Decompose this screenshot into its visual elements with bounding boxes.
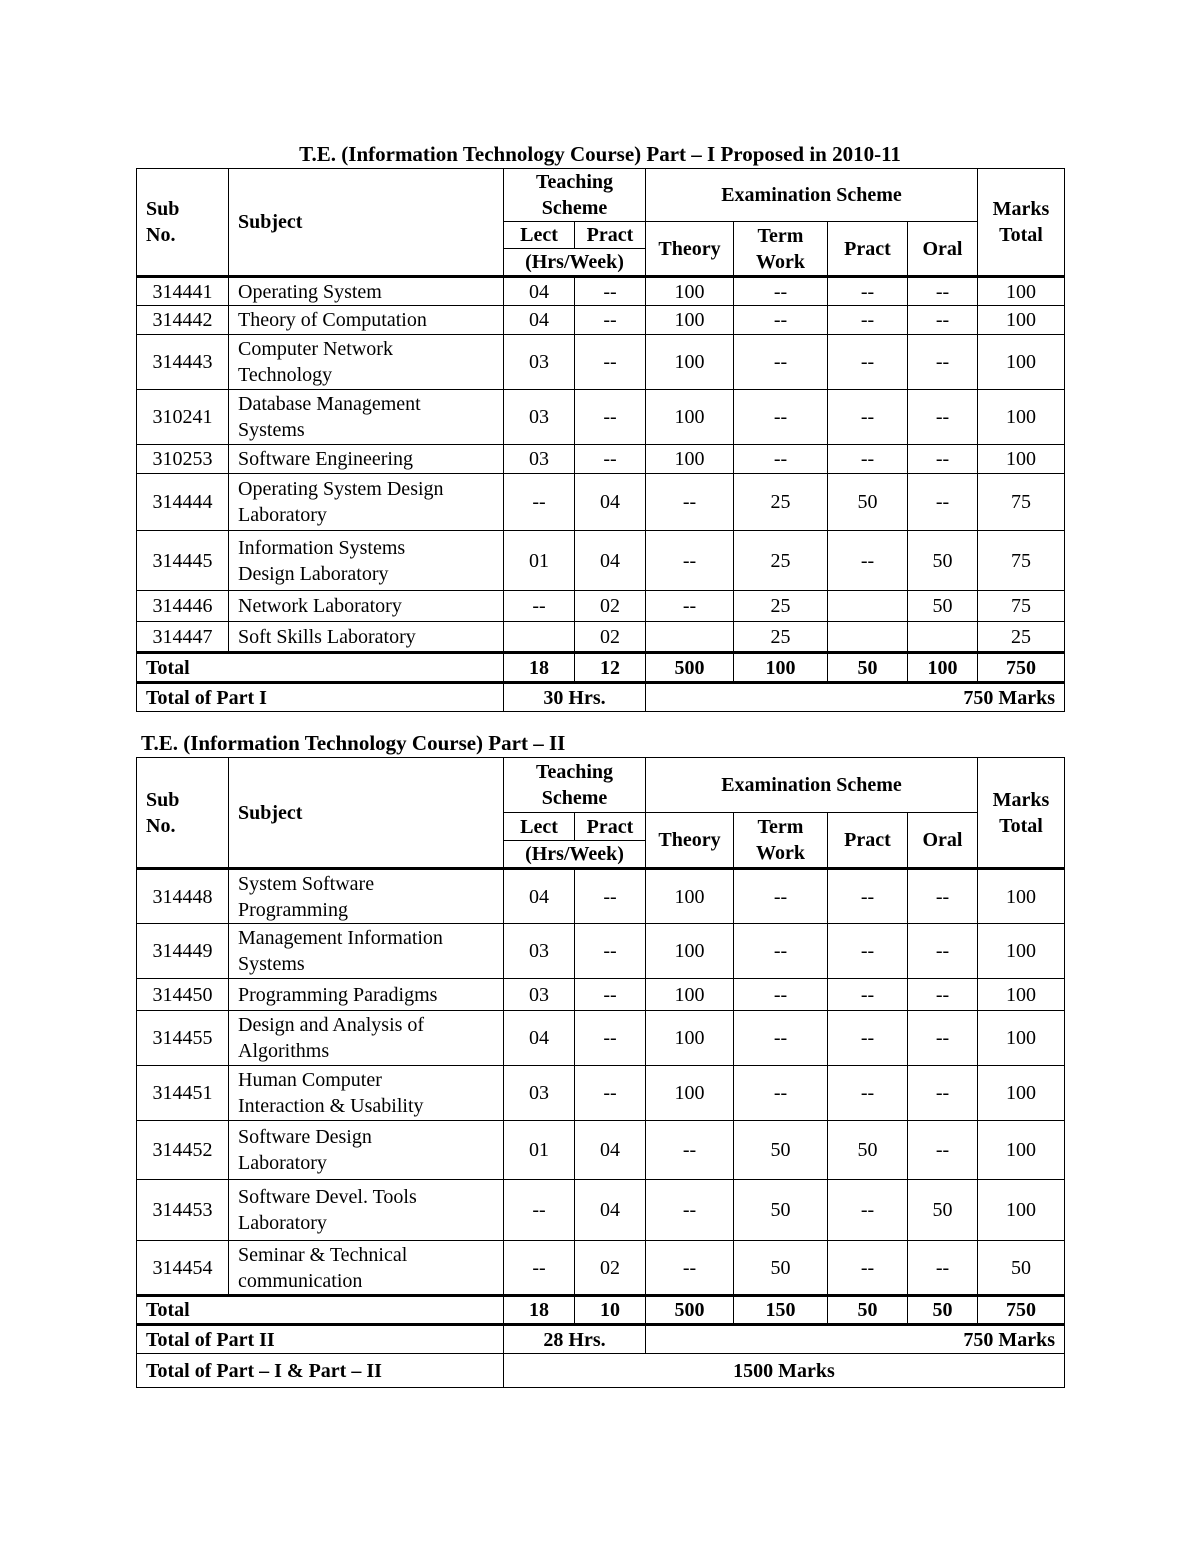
- total-cell: 100: [978, 1066, 1065, 1121]
- term-work-cell: 25: [734, 591, 828, 622]
- total-cell: 100: [978, 1121, 1065, 1180]
- lect-cell: 03: [504, 335, 575, 390]
- oral-cell: --: [908, 1121, 978, 1180]
- sub-no-cell: 314455: [137, 1011, 229, 1066]
- part-total-row: [137, 683, 1065, 712]
- pract-cell: 04: [575, 531, 646, 591]
- oral-cell: --: [908, 1241, 978, 1296]
- table-row: [137, 277, 1065, 306]
- pract-cell: 04: [575, 1180, 646, 1241]
- term-work-cell: 50: [734, 1241, 828, 1296]
- grand-total-marks: 1500 Marks: [504, 1354, 1065, 1388]
- total-theory-cell: 500: [646, 1296, 734, 1325]
- total-xpract-cell: 50: [828, 653, 908, 683]
- exam-pract-cell: --: [828, 277, 908, 306]
- header-hrs-week: (Hrs/Week): [504, 249, 646, 277]
- total-oral-cell: 50: [908, 1296, 978, 1325]
- sub-no-cell: 310253: [137, 445, 229, 474]
- pract-cell: --: [575, 1066, 646, 1121]
- exam-pract-cell: --: [828, 924, 908, 979]
- oral-cell: [908, 622, 978, 653]
- header-marks-total: Marks Total: [978, 169, 1065, 277]
- oral-cell: --: [908, 979, 978, 1011]
- theory-cell: 100: [646, 979, 734, 1011]
- header-row: [137, 169, 1065, 222]
- pract-cell: --: [575, 445, 646, 474]
- part-total-hours: 30 Hrs.: [504, 683, 646, 712]
- header-row: [137, 758, 1065, 813]
- theory-cell: 100: [646, 1066, 734, 1121]
- total-row: [137, 1296, 1065, 1325]
- exam-pract-cell: --: [828, 335, 908, 390]
- header-examination-scheme: Examination Scheme: [646, 758, 978, 813]
- table-row: [137, 445, 1065, 474]
- part1-caption: T.E. (Information Technology Course) Part – I Proposed in 2010-11: [299, 142, 901, 166]
- header-exam-pract: Pract: [828, 222, 908, 277]
- oral-cell: --: [908, 924, 978, 979]
- term-work-cell: --: [734, 335, 828, 390]
- sub-no-cell: 314446: [137, 591, 229, 622]
- part-total-marks: 750 Marks: [646, 1325, 1065, 1354]
- total-cell: 100: [978, 277, 1065, 306]
- total-tw-cell: 100: [734, 653, 828, 683]
- sub-no-cell: 314444: [137, 474, 229, 531]
- total-label: Total: [137, 653, 504, 683]
- theory-cell: --: [646, 1180, 734, 1241]
- part-total-label: Total of Part I: [137, 683, 504, 712]
- header-teaching-scheme: Teaching Scheme: [504, 758, 646, 813]
- subject-cell: Programming Paradigms: [229, 979, 504, 1011]
- term-work-cell: 25: [734, 622, 828, 653]
- header-term-work: Term Work: [734, 813, 828, 869]
- lect-cell: 01: [504, 1121, 575, 1180]
- header-lect: Lect: [504, 222, 575, 249]
- subject-cell: Management Information Systems: [229, 924, 504, 979]
- sub-no-cell: 314447: [137, 622, 229, 653]
- oral-cell: --: [908, 1011, 978, 1066]
- lect-cell: 03: [504, 1066, 575, 1121]
- term-work-cell: --: [734, 277, 828, 306]
- total-total-cell: 750: [978, 1296, 1065, 1325]
- pract-cell: --: [575, 390, 646, 445]
- subject-cell: Software Design Laboratory: [229, 1121, 504, 1180]
- header-pract: Pract: [575, 222, 646, 249]
- lect-cell: 04: [504, 277, 575, 306]
- exam-pract-cell: 50: [828, 1121, 908, 1180]
- exam-pract-cell: [828, 591, 908, 622]
- term-work-cell: --: [734, 1011, 828, 1066]
- total-cell: 25: [978, 622, 1065, 653]
- exam-pract-cell: --: [828, 306, 908, 335]
- header-sub-no: Sub No.: [137, 758, 229, 869]
- subject-cell: Operating System Design Laboratory: [229, 474, 504, 531]
- total-cell: 75: [978, 591, 1065, 622]
- term-work-cell: 50: [734, 1180, 828, 1241]
- part-total-row: [137, 1325, 1065, 1354]
- table-row: [137, 1121, 1065, 1180]
- table-row: [137, 869, 1065, 924]
- lect-cell: 04: [504, 306, 575, 335]
- lect-cell: 01: [504, 531, 575, 591]
- header-theory: Theory: [646, 222, 734, 277]
- sub-no-cell: 314441: [137, 277, 229, 306]
- sub-no-cell: 310241: [137, 390, 229, 445]
- total-cell: 100: [978, 1011, 1065, 1066]
- total-row: [137, 653, 1065, 683]
- subject-cell: Design and Analysis of Algorithms: [229, 1011, 504, 1066]
- total-cell: 100: [978, 445, 1065, 474]
- total-cell: 75: [978, 531, 1065, 591]
- total-xpract-cell: 50: [828, 1296, 908, 1325]
- grand-total-label: Total of Part – I & Part – II: [137, 1354, 504, 1388]
- pract-cell: --: [575, 277, 646, 306]
- table-row: [137, 924, 1065, 979]
- term-work-cell: --: [734, 924, 828, 979]
- oral-cell: --: [908, 306, 978, 335]
- pract-cell: --: [575, 869, 646, 924]
- table-row: [137, 1011, 1065, 1066]
- oral-cell: --: [908, 390, 978, 445]
- table-row: [137, 591, 1065, 622]
- lect-cell: --: [504, 474, 575, 531]
- pract-cell: --: [575, 924, 646, 979]
- sub-no-cell: 314449: [137, 924, 229, 979]
- theory-cell: --: [646, 474, 734, 531]
- exam-pract-cell: --: [828, 1066, 908, 1121]
- pract-cell: --: [575, 335, 646, 390]
- exam-pract-cell: --: [828, 1011, 908, 1066]
- header-oral: Oral: [908, 222, 978, 277]
- header-lect: Lect: [504, 813, 575, 841]
- lect-cell: 03: [504, 979, 575, 1011]
- theory-cell: 100: [646, 1011, 734, 1066]
- theory-cell: [646, 622, 734, 653]
- header-teaching-scheme: Teaching Scheme: [504, 169, 646, 222]
- exam-pract-cell: --: [828, 531, 908, 591]
- total-lect-cell: 18: [504, 653, 575, 683]
- oral-cell: --: [908, 1066, 978, 1121]
- table-row: [137, 979, 1065, 1011]
- total-cell: 100: [978, 335, 1065, 390]
- total-oral-cell: 100: [908, 653, 978, 683]
- term-work-cell: --: [734, 445, 828, 474]
- theory-cell: 100: [646, 306, 734, 335]
- part2-caption: T.E. (Information Technology Course) Part – II: [141, 731, 566, 755]
- table-row: [137, 306, 1065, 335]
- table-row: [137, 622, 1065, 653]
- header-theory: Theory: [646, 813, 734, 869]
- subject-cell: Software Devel. Tools Laboratory: [229, 1180, 504, 1241]
- subject-cell: Software Engineering: [229, 445, 504, 474]
- table-row: [137, 390, 1065, 445]
- theory-cell: --: [646, 591, 734, 622]
- pract-cell: --: [575, 306, 646, 335]
- header-hrs-week: (Hrs/Week): [504, 841, 646, 869]
- subject-cell: Network Laboratory: [229, 591, 504, 622]
- exam-pract-cell: 50: [828, 474, 908, 531]
- subject-cell: System Software Programming: [229, 869, 504, 924]
- subject-cell: Information Systems Design Laboratory: [229, 531, 504, 591]
- subject-cell: Human Computer Interaction & Usability: [229, 1066, 504, 1121]
- lect-cell: 03: [504, 924, 575, 979]
- oral-cell: 50: [908, 1180, 978, 1241]
- term-work-cell: --: [734, 1066, 828, 1121]
- grand-total-row: [137, 1354, 1065, 1388]
- oral-cell: 50: [908, 531, 978, 591]
- header-exam-pract: Pract: [828, 813, 908, 869]
- part2-scheme-table: [136, 757, 1065, 1388]
- table-row: [137, 1241, 1065, 1296]
- header-marks-total: Marks Total: [978, 758, 1065, 869]
- header-examination-scheme: Examination Scheme: [646, 169, 978, 222]
- subject-cell: Theory of Computation: [229, 306, 504, 335]
- table-row: [137, 531, 1065, 591]
- theory-cell: --: [646, 531, 734, 591]
- sub-no-cell: 314450: [137, 979, 229, 1011]
- subject-cell: Soft Skills Laboratory: [229, 622, 504, 653]
- header-oral: Oral: [908, 813, 978, 869]
- exam-pract-cell: --: [828, 1241, 908, 1296]
- term-work-cell: --: [734, 979, 828, 1011]
- sub-no-cell: 314452: [137, 1121, 229, 1180]
- pract-cell: 02: [575, 591, 646, 622]
- table-row: [137, 1066, 1065, 1121]
- total-cell: 100: [978, 869, 1065, 924]
- part-total-hours: 28 Hrs.: [504, 1325, 646, 1354]
- sub-no-cell: 314448: [137, 869, 229, 924]
- exam-pract-cell: --: [828, 869, 908, 924]
- total-cell: 100: [978, 390, 1065, 445]
- total-cell: 75: [978, 474, 1065, 531]
- header-subject: Subject: [229, 169, 504, 277]
- term-work-cell: 25: [734, 474, 828, 531]
- part-total-marks: 750 Marks: [646, 683, 1065, 712]
- pract-cell: 04: [575, 474, 646, 531]
- lect-cell: 03: [504, 390, 575, 445]
- pract-cell: --: [575, 1011, 646, 1066]
- oral-cell: --: [908, 474, 978, 531]
- sub-no-cell: 314443: [137, 335, 229, 390]
- total-pract-cell: 12: [575, 653, 646, 683]
- sub-no-cell: 314445: [137, 531, 229, 591]
- theory-cell: 100: [646, 390, 734, 445]
- lect-cell: --: [504, 1241, 575, 1296]
- table-row: [137, 474, 1065, 531]
- theory-cell: --: [646, 1241, 734, 1296]
- oral-cell: --: [908, 277, 978, 306]
- exam-pract-cell: --: [828, 1180, 908, 1241]
- lect-cell: 04: [504, 869, 575, 924]
- sub-no-cell: 314442: [137, 306, 229, 335]
- pract-cell: 04: [575, 1121, 646, 1180]
- theory-cell: 100: [646, 924, 734, 979]
- part-total-label: Total of Part II: [137, 1325, 504, 1354]
- header-term-work: Term Work: [734, 222, 828, 277]
- total-label: Total: [137, 1296, 504, 1325]
- lect-cell: --: [504, 1180, 575, 1241]
- pract-cell: 02: [575, 1241, 646, 1296]
- sub-no-cell: 314451: [137, 1066, 229, 1121]
- subject-cell: Seminar & Technical communication: [229, 1241, 504, 1296]
- pract-cell: 02: [575, 622, 646, 653]
- subject-cell: Database Management Systems: [229, 390, 504, 445]
- lect-cell: 03: [504, 445, 575, 474]
- term-work-cell: --: [734, 390, 828, 445]
- table-row: [137, 335, 1065, 390]
- total-cell: 50: [978, 1241, 1065, 1296]
- oral-cell: --: [908, 335, 978, 390]
- header-sub-no: Sub No.: [137, 169, 229, 277]
- term-work-cell: --: [734, 869, 828, 924]
- oral-cell: --: [908, 445, 978, 474]
- total-total-cell: 750: [978, 653, 1065, 683]
- pract-cell: --: [575, 979, 646, 1011]
- oral-cell: --: [908, 869, 978, 924]
- theory-cell: 100: [646, 335, 734, 390]
- term-work-cell: 25: [734, 531, 828, 591]
- sub-no-cell: 314454: [137, 1241, 229, 1296]
- total-cell: 100: [978, 306, 1065, 335]
- lect-cell: 04: [504, 1011, 575, 1066]
- exam-pract-cell: --: [828, 445, 908, 474]
- sub-no-cell: 314453: [137, 1180, 229, 1241]
- total-cell: 100: [978, 1180, 1065, 1241]
- theory-cell: 100: [646, 277, 734, 306]
- exam-pract-cell: --: [828, 979, 908, 1011]
- total-cell: 100: [978, 979, 1065, 1011]
- theory-cell: 100: [646, 445, 734, 474]
- total-pract-cell: 10: [575, 1296, 646, 1325]
- total-tw-cell: 150: [734, 1296, 828, 1325]
- term-work-cell: 50: [734, 1121, 828, 1180]
- total-theory-cell: 500: [646, 653, 734, 683]
- header-pract: Pract: [575, 813, 646, 841]
- subject-cell: Operating System: [229, 277, 504, 306]
- subject-cell: Computer Network Technology: [229, 335, 504, 390]
- oral-cell: 50: [908, 591, 978, 622]
- exam-pract-cell: [828, 622, 908, 653]
- theory-cell: 100: [646, 869, 734, 924]
- total-lect-cell: 18: [504, 1296, 575, 1325]
- lect-cell: --: [504, 591, 575, 622]
- exam-pract-cell: --: [828, 390, 908, 445]
- table-row: [137, 1180, 1065, 1241]
- total-cell: 100: [978, 924, 1065, 979]
- part1-scheme-table: [136, 168, 1065, 712]
- term-work-cell: --: [734, 306, 828, 335]
- header-subject: Subject: [229, 758, 504, 869]
- lect-cell: [504, 622, 575, 653]
- theory-cell: --: [646, 1121, 734, 1180]
